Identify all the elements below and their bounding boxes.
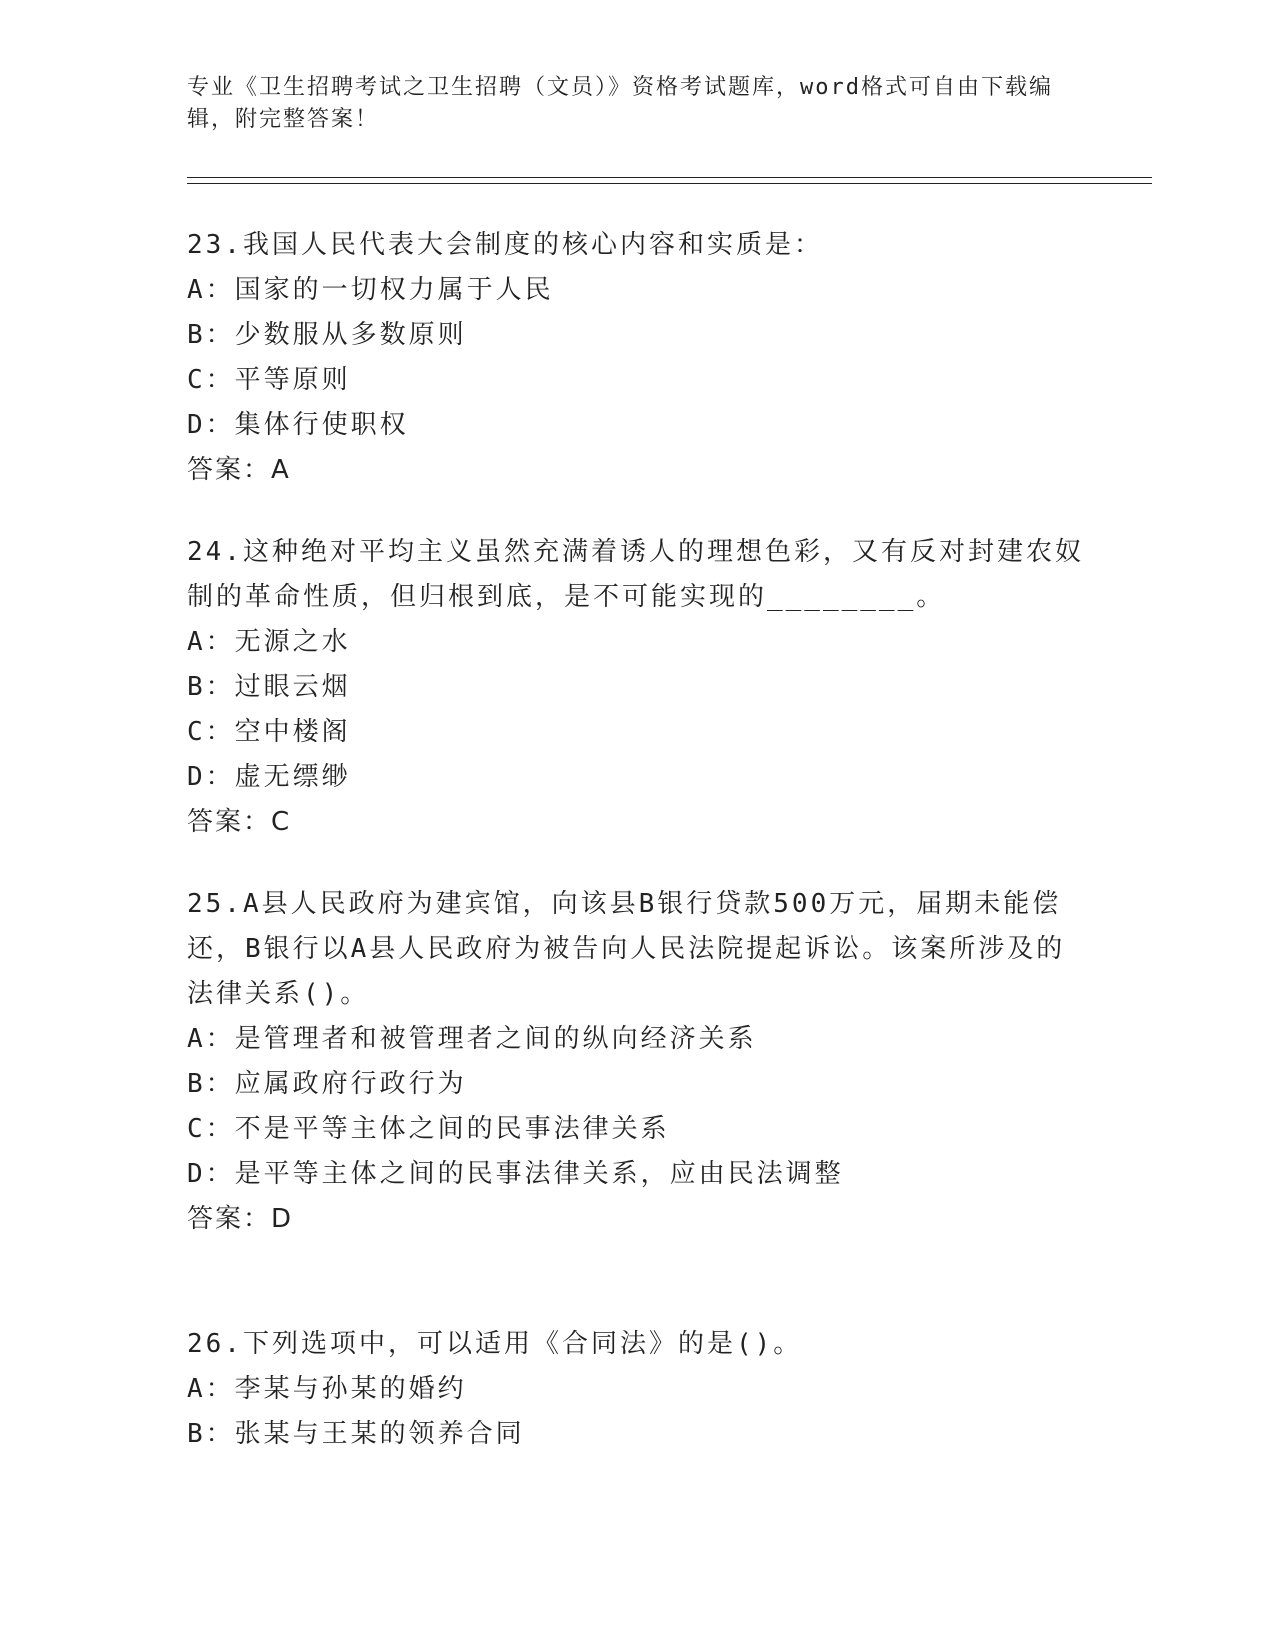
option-d: D：是平等主体之间的民事法律关系，应由民法调整 bbox=[187, 1159, 844, 1189]
option-b: B：应属政府行政行为 bbox=[187, 1069, 467, 1099]
question-stem: 25.A县人民政府为建宾馆，向该县B银行贷款500万元，届期未能偿还，B银行以A县人民政府为被告向人民法院提起诉讼。该案所涉及的法律关系()。 bbox=[187, 889, 1066, 1009]
question-stem: 24.这种绝对平均主义虽然充满着诱人的理想色彩，又有反对封建农奴制的革命性质，但归根到底，是不可能实现的________。 bbox=[187, 537, 1084, 612]
option-b: B：过眼云烟 bbox=[187, 672, 351, 702]
header-divider bbox=[187, 177, 1152, 184]
question-stem: 23.我国人民代表大会制度的核心内容和实质是： bbox=[187, 230, 823, 260]
option-a: A：国家的一切权力属于人民 bbox=[187, 275, 554, 305]
option-d: D：集体行使职权 bbox=[187, 410, 409, 440]
option-a: A：是管理者和被管理者之间的纵向经济关系 bbox=[187, 1024, 757, 1054]
option-c: C：不是平等主体之间的民事法律关系 bbox=[187, 1114, 670, 1144]
question-23 bbox=[187, 223, 1087, 493]
option-a: A：无源之水 bbox=[187, 627, 351, 657]
option-b: B：少数服从多数原则 bbox=[187, 320, 467, 350]
option-a: A：李某与孙某的婚约 bbox=[187, 1374, 467, 1404]
option-d: D：虚无缥缈 bbox=[187, 762, 351, 792]
question-25 bbox=[187, 882, 1087, 1242]
question-26 bbox=[187, 1322, 1087, 1457]
answer: 答案：D bbox=[187, 1204, 294, 1234]
answer: 答案：A bbox=[187, 455, 291, 485]
option-c: C：空中楼阁 bbox=[187, 717, 351, 747]
question-stem: 26.下列选项中，可以适用《合同法》的是()。 bbox=[187, 1329, 803, 1359]
answer: 答案：C bbox=[187, 807, 292, 837]
question-24 bbox=[187, 530, 1087, 845]
option-c: C：平等原则 bbox=[187, 365, 351, 395]
option-b: B：张某与王某的领养合同 bbox=[187, 1419, 525, 1449]
document-header-text: 专业《卫生招聘考试之卫生招聘（文员）》资格考试题库，word格式可自由下载编辑，附完整答案！ bbox=[187, 75, 1053, 132]
